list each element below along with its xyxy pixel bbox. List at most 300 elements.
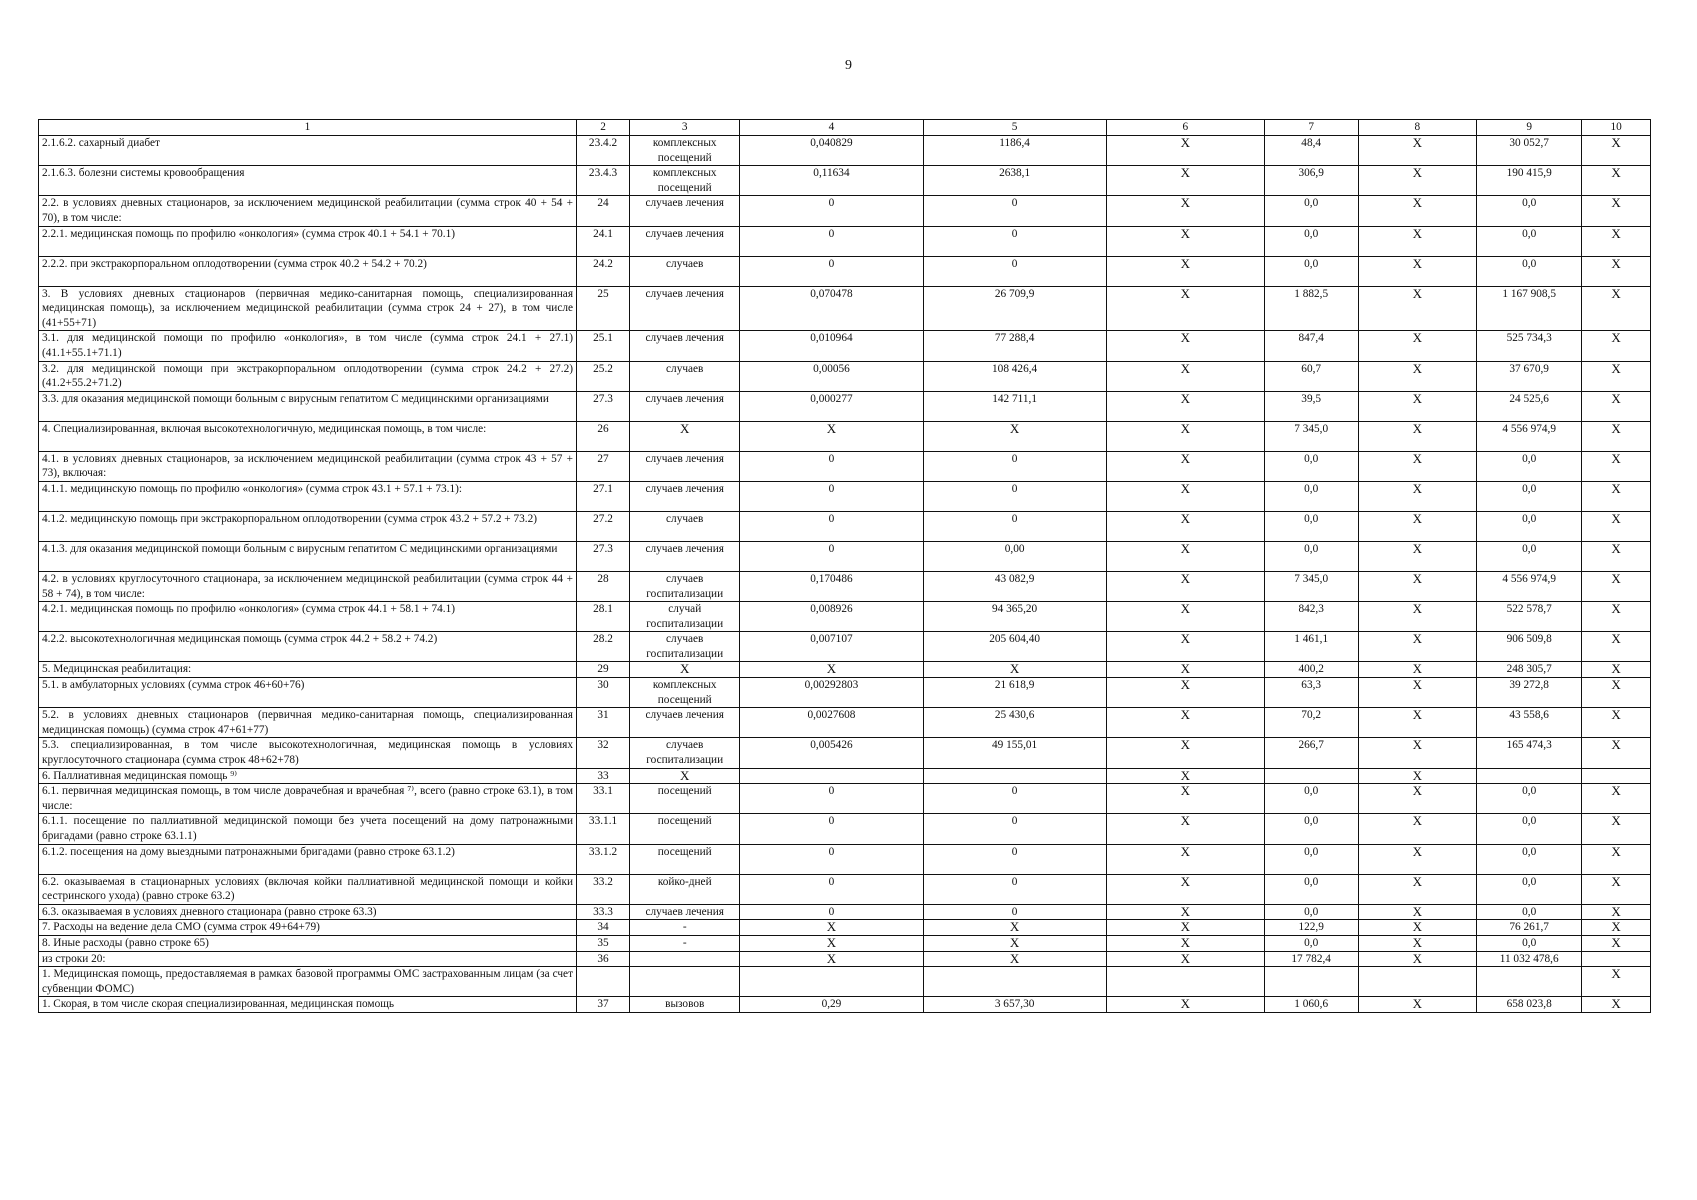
table-cell-col-2: 24.2 <box>577 256 630 286</box>
table-cell-col-9: 0,0 <box>1477 814 1582 844</box>
table-cell-col-4: 0,070478 <box>740 286 923 331</box>
table-cell-col-10: Х <box>1582 451 1651 481</box>
table-row <box>39 844 1651 874</box>
table-cell-col-3 <box>630 951 740 967</box>
row-label-cell: из строки 20: <box>39 951 577 967</box>
table-cell-col-8: Х <box>1358 904 1477 920</box>
table-cell-col-10: Х <box>1582 920 1651 936</box>
row-label-cell: 1. Медицинская помощь, предоставляемая в рамках базовой программы ОМС застрахованным лицам (за счет субвенции ФОМС) <box>39 967 577 997</box>
table-row <box>39 256 1651 286</box>
row-label-cell: 4.2. в условиях круглосуточного стационара, за исключением медицинской реабилитации (сумма строк 44 + 58 + 74), в том числе: <box>39 571 577 601</box>
table-cell-col-2: 28.1 <box>577 602 630 632</box>
table-cell-col-6: Х <box>1106 256 1264 286</box>
table-cell-col-9 <box>1477 768 1582 784</box>
table-cell-col-10: Х <box>1582 904 1651 920</box>
table-cell-col-3: случаев лечения <box>630 391 740 421</box>
table-cell-col-8: Х <box>1358 166 1477 196</box>
row-label-cell: 1. Скорая, в том числе скорая специализированная, медицинская помощь <box>39 997 577 1013</box>
table-cell-col-7: 0,0 <box>1264 784 1358 814</box>
table-cell-col-2 <box>577 967 630 997</box>
table-cell-col-3: случаев лечения <box>630 481 740 511</box>
table-cell-col-6: Х <box>1106 136 1264 166</box>
column-header-1: 1 <box>39 120 577 136</box>
table-cell-col-5: 25 430,6 <box>923 708 1106 738</box>
table-body <box>39 136 1651 1013</box>
table-cell-col-7: 0,0 <box>1264 226 1358 256</box>
table-row <box>39 768 1651 784</box>
table-cell-col-7: 39,5 <box>1264 391 1358 421</box>
table-cell-col-9: 165 474,3 <box>1477 738 1582 768</box>
table-cell-col-4: 0,00292803 <box>740 678 923 708</box>
table-cell-col-10: Х <box>1582 814 1651 844</box>
table-cell-col-4: 0 <box>740 904 923 920</box>
table-row <box>39 784 1651 814</box>
table-cell-col-5: 0 <box>923 874 1106 904</box>
row-label-cell: 6.2. оказываемая в стационарных условиях (включая койки паллиативной медицинской помощи и койки сестринского ухода) (равно строке 63.2) <box>39 874 577 904</box>
table-cell-col-7 <box>1264 967 1358 997</box>
row-label-cell: 5.1. в амбулаторных условиях (сумма строк 46+60+76) <box>39 678 577 708</box>
table-cell-col-10: Х <box>1582 511 1651 541</box>
table-cell-col-4: 0 <box>740 511 923 541</box>
table-cell-col-4: 0,010964 <box>740 331 923 361</box>
table-cell-col-4: 0,005426 <box>740 738 923 768</box>
table-cell-col-2: 28 <box>577 571 630 601</box>
table-cell-col-6: Х <box>1106 678 1264 708</box>
row-label-cell: 2.2. в условиях дневных стационаров, за исключением медицинской реабилитации (сумма строк 40 + 54 + 70), в том числе: <box>39 196 577 226</box>
table-cell-col-7: 7 345,0 <box>1264 571 1358 601</box>
table-cell-col-4: 0 <box>740 481 923 511</box>
table-cell-col-10: Х <box>1582 391 1651 421</box>
table-cell-col-10: Х <box>1582 421 1651 451</box>
table-cell-col-9: 0,0 <box>1477 874 1582 904</box>
table-row <box>39 967 1651 997</box>
table-cell-col-3: посещений <box>630 814 740 844</box>
table-cell-col-4: 0,0027608 <box>740 708 923 738</box>
table-cell-col-5: 26 709,9 <box>923 286 1106 331</box>
table-cell-col-6: Х <box>1106 784 1264 814</box>
table-cell-col-9: 0,0 <box>1477 256 1582 286</box>
table-cell-col-6: Х <box>1106 874 1264 904</box>
table-row <box>39 935 1651 951</box>
table-cell-col-10: Х <box>1582 571 1651 601</box>
row-label-cell: 8. Иные расходы (равно строке 65) <box>39 935 577 951</box>
table-cell-col-2: 27.3 <box>577 541 630 571</box>
table-cell-col-5 <box>923 967 1106 997</box>
table-cell-col-9: 0,0 <box>1477 904 1582 920</box>
table-cell-col-4: 0 <box>740 844 923 874</box>
table-cell-col-6: Х <box>1106 511 1264 541</box>
table-cell-col-8: Х <box>1358 196 1477 226</box>
table-cell-col-6: Х <box>1106 331 1264 361</box>
table-cell-col-6: Х <box>1106 481 1264 511</box>
table-cell-col-4 <box>740 967 923 997</box>
table-cell-col-6: Х <box>1106 768 1264 784</box>
table-cell-col-9: 37 670,9 <box>1477 361 1582 391</box>
table-cell-col-7: 0,0 <box>1264 814 1358 844</box>
table-cell-col-6: Х <box>1106 844 1264 874</box>
table-cell-col-2: 27.2 <box>577 511 630 541</box>
table-cell-col-5: Х <box>923 421 1106 451</box>
table-cell-col-10: Х <box>1582 166 1651 196</box>
table-cell-col-10: Х <box>1582 844 1651 874</box>
table-cell-col-6: Х <box>1106 361 1264 391</box>
table-row <box>39 602 1651 632</box>
table-cell-col-9: 522 578,7 <box>1477 602 1582 632</box>
table-cell-col-4 <box>740 768 923 784</box>
row-label-cell: 4.1. в условиях дневных стационаров, за исключением медицинской реабилитации (сумма строк 43 + 57 + 73), включая: <box>39 451 577 481</box>
table-cell-col-8: Х <box>1358 935 1477 951</box>
table-cell-col-5: Х <box>923 920 1106 936</box>
table-cell-col-2: 29 <box>577 662 630 678</box>
table-cell-col-2: 26 <box>577 421 630 451</box>
row-label-cell: 7. Расходы на ведение дела СМО (сумма строк 49+64+79) <box>39 920 577 936</box>
table-cell-col-2: 31 <box>577 708 630 738</box>
table-row <box>39 166 1651 196</box>
table-cell-col-10: Х <box>1582 967 1651 997</box>
table-cell-col-9: 0,0 <box>1477 511 1582 541</box>
column-header-3: 3 <box>630 120 740 136</box>
table-cell-col-8: Х <box>1358 541 1477 571</box>
table-cell-col-9: 1 167 908,5 <box>1477 286 1582 331</box>
table-cell-col-7: 17 782,4 <box>1264 951 1358 967</box>
table-cell-col-5: 1186,4 <box>923 136 1106 166</box>
table-cell-col-4: 0,29 <box>740 997 923 1013</box>
table-row <box>39 391 1651 421</box>
table-cell-col-5: 0 <box>923 451 1106 481</box>
table-cell-col-9: 0,0 <box>1477 844 1582 874</box>
table-cell-col-6: Х <box>1106 662 1264 678</box>
table-cell-col-9: 43 558,6 <box>1477 708 1582 738</box>
table-cell-col-2: 33 <box>577 768 630 784</box>
table-cell-col-4: 0,11634 <box>740 166 923 196</box>
table-cell-col-2: 27.3 <box>577 391 630 421</box>
table-cell-col-5: 43 082,9 <box>923 571 1106 601</box>
row-label-cell: 6.1.1. посещение по паллиативной медицинской помощи без учета посещений на дому патронажными бригадами (равно строке 63.1.1) <box>39 814 577 844</box>
table-cell-col-3: случаев лечения <box>630 286 740 331</box>
table-cell-col-3: случаев лечения <box>630 196 740 226</box>
table-row <box>39 541 1651 571</box>
table-cell-col-6: Х <box>1106 935 1264 951</box>
column-header-7: 7 <box>1264 120 1358 136</box>
table-cell-col-10: Х <box>1582 136 1651 166</box>
table-cell-col-10: Х <box>1582 361 1651 391</box>
table-cell-col-8: Х <box>1358 451 1477 481</box>
table-cell-col-5: 0 <box>923 784 1106 814</box>
table-cell-col-4: Х <box>740 920 923 936</box>
table-cell-col-9: 0,0 <box>1477 784 1582 814</box>
table-cell-col-3: случаев госпитализации <box>630 738 740 768</box>
row-label-cell: 4.1.3. для оказания медицинской помощи больным с вирусным гепатитом С медицинскими организациями <box>39 541 577 571</box>
table-cell-col-6: Х <box>1106 196 1264 226</box>
table-cell-col-7: 0,0 <box>1264 844 1358 874</box>
table-cell-col-10: Х <box>1582 708 1651 738</box>
table-cell-col-6: Х <box>1106 391 1264 421</box>
table-row <box>39 361 1651 391</box>
table-cell-col-7: 1 060,6 <box>1264 997 1358 1013</box>
table-row <box>39 571 1651 601</box>
table-cell-col-5: Х <box>923 951 1106 967</box>
table-cell-col-7: 266,7 <box>1264 738 1358 768</box>
row-label-cell: 4. Специализированная, включая высокотехнологичную, медицинская помощь, в том числе: <box>39 421 577 451</box>
table-cell-col-3: Х <box>630 768 740 784</box>
table-cell-col-10: Х <box>1582 784 1651 814</box>
table-cell-col-5: 142 711,1 <box>923 391 1106 421</box>
table-cell-col-5: 21 618,9 <box>923 678 1106 708</box>
table-cell-col-4: 0 <box>740 226 923 256</box>
table-cell-col-6: Х <box>1106 814 1264 844</box>
table-cell-col-8: Х <box>1358 662 1477 678</box>
table-cell-col-2: 30 <box>577 678 630 708</box>
table-cell-col-4: 0,040829 <box>740 136 923 166</box>
table-cell-col-8: Х <box>1358 997 1477 1013</box>
table-cell-col-5 <box>923 768 1106 784</box>
table-cell-col-3: посещений <box>630 844 740 874</box>
table-cell-col-3: комплексных посещений <box>630 136 740 166</box>
table-cell-col-10: Х <box>1582 602 1651 632</box>
table-cell-col-3: комплексных посещений <box>630 678 740 708</box>
table-cell-col-3: Х <box>630 421 740 451</box>
table-cell-col-2: 28.2 <box>577 632 630 662</box>
table-cell-col-10: Х <box>1582 226 1651 256</box>
table-cell-col-7: 0,0 <box>1264 256 1358 286</box>
table-cell-col-2: 25 <box>577 286 630 331</box>
row-label-cell: 6. Паллиативная медицинская помощь ⁹⁾ <box>39 768 577 784</box>
table-cell-col-7: 0,0 <box>1264 904 1358 920</box>
table-cell-col-9: 24 525,6 <box>1477 391 1582 421</box>
data-table <box>38 119 1651 1013</box>
table-cell-col-5: 205 604,40 <box>923 632 1106 662</box>
table-cell-col-2: 24.1 <box>577 226 630 256</box>
table-cell-col-2: 25.1 <box>577 331 630 361</box>
table-cell-col-5: 0 <box>923 814 1106 844</box>
table-cell-col-6: Х <box>1106 997 1264 1013</box>
table-row <box>39 632 1651 662</box>
column-header-8: 8 <box>1358 120 1477 136</box>
table-cell-col-2: 35 <box>577 935 630 951</box>
table-row <box>39 874 1651 904</box>
table-cell-col-8: Х <box>1358 768 1477 784</box>
table-cell-col-7: 7 345,0 <box>1264 421 1358 451</box>
table-cell-col-5: 108 426,4 <box>923 361 1106 391</box>
row-label-cell: 3. В условиях дневных стационаров (первичная медико-санитарная помощь, специализированная медицинская помощь), за исключением медицинской реабилитации (сумма строк 24 + 27), в том числе (41+55+71) <box>39 286 577 331</box>
table-row <box>39 511 1651 541</box>
table-row <box>39 451 1651 481</box>
table-cell-col-8: Х <box>1358 844 1477 874</box>
table-row <box>39 678 1651 708</box>
table-cell-col-8: Х <box>1358 256 1477 286</box>
table-cell-col-8: Х <box>1358 632 1477 662</box>
table-cell-col-2: 33.1.2 <box>577 844 630 874</box>
table-cell-col-10: Х <box>1582 678 1651 708</box>
table-cell-col-10: Х <box>1582 286 1651 331</box>
table-cell-col-6: Х <box>1106 286 1264 331</box>
table-cell-col-8: Х <box>1358 421 1477 451</box>
table-cell-col-5: 0 <box>923 196 1106 226</box>
table-cell-col-8: Х <box>1358 286 1477 331</box>
table-cell-col-8: Х <box>1358 738 1477 768</box>
table-cell-col-5: 0 <box>923 844 1106 874</box>
table-cell-col-5: 0 <box>923 481 1106 511</box>
table-cell-col-8: Х <box>1358 602 1477 632</box>
table-row <box>39 904 1651 920</box>
table-cell-col-9: 0,0 <box>1477 226 1582 256</box>
table-cell-col-8: Х <box>1358 571 1477 601</box>
table-cell-col-8: Х <box>1358 708 1477 738</box>
table-cell-col-8: Х <box>1358 678 1477 708</box>
table-cell-col-4: 0 <box>740 256 923 286</box>
table-cell-col-10: Х <box>1582 662 1651 678</box>
column-header-10: 10 <box>1582 120 1651 136</box>
table-cell-col-6: Х <box>1106 951 1264 967</box>
row-label-cell: 4.1.1. медицинскую помощь по профилю «онкология» (сумма строк 43.1 + 57.1 + 73.1): <box>39 481 577 511</box>
table-cell-col-7: 0,0 <box>1264 874 1358 904</box>
table-cell-col-2: 24 <box>577 196 630 226</box>
table-cell-col-7: 0,0 <box>1264 511 1358 541</box>
table-cell-col-4: 0 <box>740 451 923 481</box>
table-cell-col-9: 4 556 974,9 <box>1477 421 1582 451</box>
table-cell-col-3: койко-дней <box>630 874 740 904</box>
table-cell-col-3: случаев госпитализации <box>630 632 740 662</box>
row-label-cell: 6.1.2. посещения на дому выездными патронажными бригадами (равно строке 63.1.2) <box>39 844 577 874</box>
table-cell-col-4: Х <box>740 951 923 967</box>
table-cell-col-6: Х <box>1106 738 1264 768</box>
table-cell-col-9 <box>1477 967 1582 997</box>
table-cell-col-2: 37 <box>577 997 630 1013</box>
table-cell-col-2: 25.2 <box>577 361 630 391</box>
table-cell-col-4: 0 <box>740 814 923 844</box>
table-cell-col-6: Х <box>1106 708 1264 738</box>
table-cell-col-2: 32 <box>577 738 630 768</box>
table-cell-col-3: случаев лечения <box>630 904 740 920</box>
table-cell-col-3: - <box>630 935 740 951</box>
table-row <box>39 421 1651 451</box>
table-cell-col-10: Х <box>1582 481 1651 511</box>
table-cell-col-6: Х <box>1106 166 1264 196</box>
table-cell-col-8: Х <box>1358 784 1477 814</box>
table-cell-col-2: 36 <box>577 951 630 967</box>
table-cell-col-7 <box>1264 768 1358 784</box>
table-cell-col-3: вызовов <box>630 997 740 1013</box>
table-cell-col-9: 0,0 <box>1477 196 1582 226</box>
table-cell-col-9: 190 415,9 <box>1477 166 1582 196</box>
table-cell-col-7: 842,3 <box>1264 602 1358 632</box>
table-cell-col-2: 23.4.2 <box>577 136 630 166</box>
page-number: 9 <box>845 58 852 73</box>
table-cell-col-3: случай госпитализации <box>630 602 740 632</box>
table-cell-col-6: Х <box>1106 904 1264 920</box>
table-cell-col-10: Х <box>1582 997 1651 1013</box>
table-cell-col-6: Х <box>1106 451 1264 481</box>
table-cell-col-6: Х <box>1106 920 1264 936</box>
row-label-cell: 5. Медицинская реабилитация: <box>39 662 577 678</box>
table-cell-col-7: 0,0 <box>1264 196 1358 226</box>
table-cell-col-9: 39 272,8 <box>1477 678 1582 708</box>
table-cell-col-7: 60,7 <box>1264 361 1358 391</box>
table-cell-col-10: Х <box>1582 196 1651 226</box>
data-table-wrapper <box>38 119 1651 1013</box>
table-cell-col-9: 11 032 478,6 <box>1477 951 1582 967</box>
table-cell-col-8: Х <box>1358 481 1477 511</box>
table-cell-col-6: Х <box>1106 602 1264 632</box>
table-cell-col-10: Х <box>1582 331 1651 361</box>
row-label-cell: 4.2.1. медицинская помощь по профилю «онкология» (сумма строк 44.1 + 58.1 + 74.1) <box>39 602 577 632</box>
table-cell-col-2: 33.1 <box>577 784 630 814</box>
table-cell-col-4: 0 <box>740 784 923 814</box>
table-row <box>39 662 1651 678</box>
table-cell-col-5: 3 657,30 <box>923 997 1106 1013</box>
table-row <box>39 997 1651 1013</box>
table-cell-col-4: 0,000277 <box>740 391 923 421</box>
table-cell-col-8: Х <box>1358 511 1477 541</box>
column-header-2: 2 <box>577 120 630 136</box>
table-row <box>39 920 1651 936</box>
table-cell-col-5: Х <box>923 935 1106 951</box>
table-cell-col-3: случаев лечения <box>630 331 740 361</box>
table-cell-col-5: 0,00 <box>923 541 1106 571</box>
table-row <box>39 481 1651 511</box>
table-cell-col-9: 76 261,7 <box>1477 920 1582 936</box>
table-cell-col-7: 1 882,5 <box>1264 286 1358 331</box>
table-cell-col-4: 0,00056 <box>740 361 923 391</box>
row-label-cell: 4.1.2. медицинскую помощь при экстракорпоральном оплодотворении (сумма строк 43.2 + 57.2 + 73.2) <box>39 511 577 541</box>
table-cell-col-3: случаев лечения <box>630 451 740 481</box>
table-cell-col-6: Х <box>1106 541 1264 571</box>
table-cell-col-10: Х <box>1582 874 1651 904</box>
table-cell-col-8: Х <box>1358 226 1477 256</box>
table-row <box>39 814 1651 844</box>
table-cell-col-5: 0 <box>923 904 1106 920</box>
column-header-4: 4 <box>740 120 923 136</box>
table-cell-col-7: 400,2 <box>1264 662 1358 678</box>
table-cell-col-3: комплексных посещений <box>630 166 740 196</box>
row-label-cell: 2.2.1. медицинская помощь по профилю «онкология» (сумма строк 40.1 + 54.1 + 70.1) <box>39 226 577 256</box>
table-cell-col-4: 0,007107 <box>740 632 923 662</box>
table-cell-col-3: Х <box>630 662 740 678</box>
table-cell-col-4: 0,008926 <box>740 602 923 632</box>
table-cell-col-4: Х <box>740 421 923 451</box>
table-cell-col-5: Х <box>923 662 1106 678</box>
table-cell-col-2: 33.3 <box>577 904 630 920</box>
table-cell-col-5: 94 365,20 <box>923 602 1106 632</box>
table-cell-col-9: 0,0 <box>1477 935 1582 951</box>
table-cell-col-9: 248 305,7 <box>1477 662 1582 678</box>
table-cell-col-7: 63,3 <box>1264 678 1358 708</box>
table-cell-col-2: 33.1.1 <box>577 814 630 844</box>
table-cell-col-8 <box>1358 967 1477 997</box>
column-header-9: 9 <box>1477 120 1582 136</box>
row-label-cell: 3.3. для оказания медицинской помощи больным с вирусным гепатитом С медицинскими организациями <box>39 391 577 421</box>
table-cell-col-2: 33.2 <box>577 874 630 904</box>
table-cell-col-3: случаев <box>630 256 740 286</box>
row-label-cell: 5.3. специализированная, в том числе высокотехнологичная, медицинская помощь в условиях круглосуточного стационара (сумма строк 48+62+78) <box>39 738 577 768</box>
table-cell-col-7: 1 461,1 <box>1264 632 1358 662</box>
table-cell-col-3: случаев лечения <box>630 541 740 571</box>
table-cell-col-5: 2638,1 <box>923 166 1106 196</box>
table-cell-col-8: Х <box>1358 951 1477 967</box>
table-cell-col-3: случаев <box>630 511 740 541</box>
table-cell-col-3: случаев <box>630 361 740 391</box>
table-cell-col-10: Х <box>1582 541 1651 571</box>
table-row <box>39 136 1651 166</box>
table-cell-col-8: Х <box>1358 361 1477 391</box>
table-cell-col-10: Х <box>1582 256 1651 286</box>
row-label-cell: 6.3. оказываемая в условиях дневного стационара (равно строке 63.3) <box>39 904 577 920</box>
table-cell-col-2: 34 <box>577 920 630 936</box>
table-cell-col-7: 0,0 <box>1264 935 1358 951</box>
column-header-6: 6 <box>1106 120 1264 136</box>
row-label-cell: 5.2. в условиях дневных стационаров (первичная медико-санитарная помощь, специализированная медицинская помощь) (сумма строк 47+61+77) <box>39 708 577 738</box>
table-cell-col-3 <box>630 967 740 997</box>
